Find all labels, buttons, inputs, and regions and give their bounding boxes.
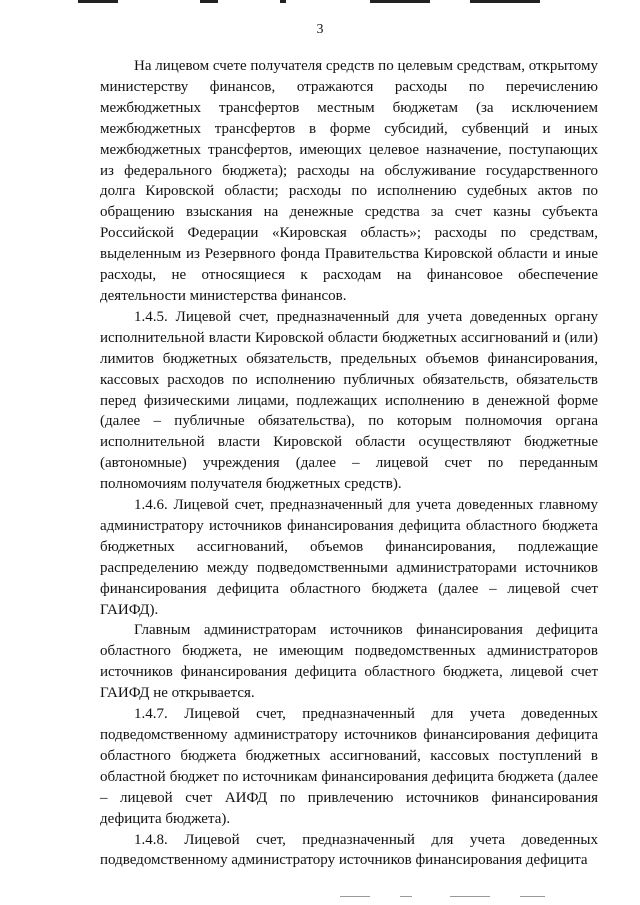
paragraph-1-4-5: 1.4.5. Лицевой счет, предназначенный для учета доведенных органу исполнительной власти Кировской области бюджетных ассигнований и (или) лимитов бюджетных обязательств, предельных объемов финансирования, кассовых расходов по исполнению публичных обязательств, обязательств перед физическими лицами, подлежащих исполнению в денежной форме (далее – публичные обязательства), по которым полномочия органа исполнительной власти Кировской области осуществляют бюджетные (автономные) учреждения (далее – лицевой счет по переданным полномочиям получателя бюджетных средств). xyxy=(100,308,598,493)
paragraph-personal-account-targeted-funds: На лицевом счете получателя средств по целевым средствам, открытому министерству финансов, отражаются расходы по перечислению межбюджетных трансфертов местным бюджетам (за исключением межбюджетных трансфертов в форме субсидий, субвенций и иных межбюджетных трансфертов, имеющих целевое назначение, поступающих из федерального бюджета); расходы на обслуживание государственного долга Кировской области; расходы по исполнению судебных актов по обращению взыскания на денежные средства за счет казны субъекта Российской Федерации «Кировская область»; расходы по средствам, выделенным из Резервного фонда Правительства Кировской области и иные расходы, не относящиеся к расходам на финансовое обеспечение деятельности министерства финансов. xyxy=(100,58,598,304)
paragraph-1-4-7: 1.4.7. Лицевой счет, предназначенный для учета доведенных подведомственному администратору источников финансирования дефицита областного бюджета бюджетных ассигнований, кассовых поступлений в областной бюджет по источникам финансирования дефицита бюджета (далее – лицевой счет АИФД по привлечению источников финансирования дефицита бюджета). xyxy=(100,706,598,827)
scan-artifact-top xyxy=(70,0,540,4)
paragraph-gaifd-not-opened: Главным администраторам источников финансирования дефицита областного бюджета, не имеющим подведомственных администраторов источников финансирования дефицита областного бюджета, лицевой счет ГАИФД не открывается. xyxy=(100,622,598,702)
scan-artifact-bottom xyxy=(340,896,560,899)
paragraph-1-4-8: 1.4.8. Лицевой счет, предназначенный для учета доведенных подведомственному администратору источников финансирования дефицита xyxy=(100,831,598,869)
page-number: 3 xyxy=(316,22,324,37)
paragraph-1-4-6: 1.4.6. Лицевой счет, предназначенный для учета доведенных главному администратору источников финансирования дефицита областного бюджета бюджетных ассигнований, объемов финансирования, подлежащие распределению между подведомственными администраторами источников финансирования дефицита областного бюджета (далее – лицевой счет ГАИФД). xyxy=(100,497,598,618)
document-body xyxy=(100,56,598,871)
